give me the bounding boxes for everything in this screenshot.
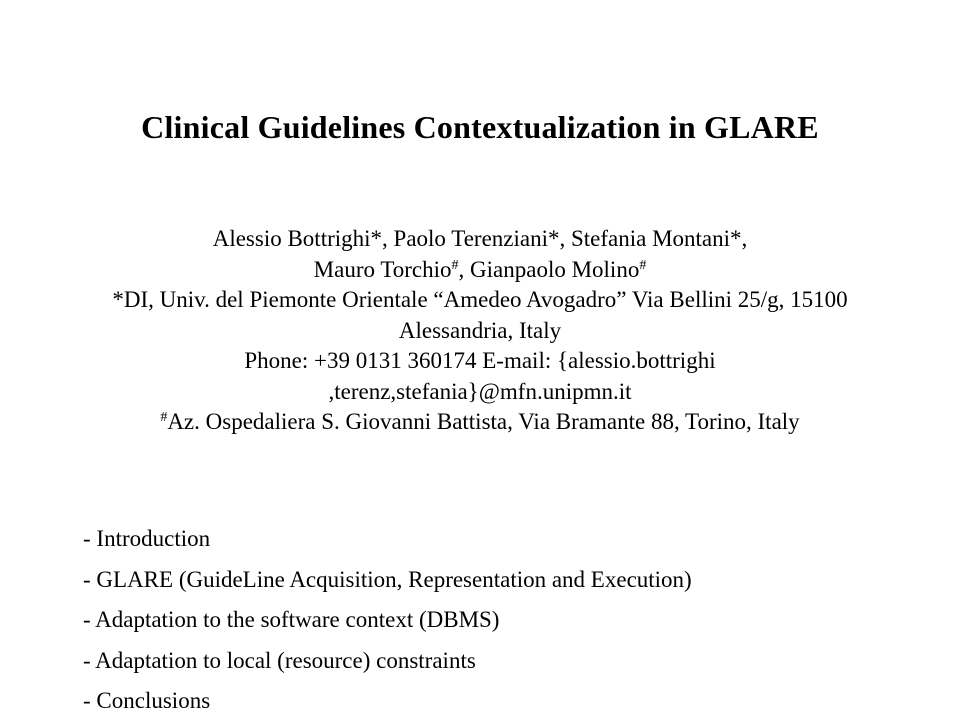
hospital-line: [0, 407, 960, 438]
address-line-2: Alessandria, Italy: [398, 317, 562, 343]
outline-item-glare: - GLARE (GuideLine Acquisition, Representation and Execution): [83, 566, 692, 592]
authors-line-2: [0, 255, 960, 286]
address-line-1: *DI, Univ. del Piemonte Orientale “Amedeo Avogadro” Via Bellini 25/g, 15100: [112, 287, 848, 312]
slide-title: Clinical Guidelines Contextualization in GLARE: [141, 109, 819, 145]
author-molino: , Gianpaolo Molino: [458, 256, 640, 282]
outline-item-conclusions: - Conclusions: [83, 688, 211, 713]
authors-line-1: Alessio Bottrighi*, Paolo Terenziani*, Stefania Montani*,: [212, 226, 748, 251]
hospital-address: Az. Ospedaliera S. Giovanni Battista, Via Bramante 88, Torino, Italy: [167, 409, 800, 434]
outline-item-software-context: - Adaptation to the software context (DBMS): [83, 607, 500, 632]
outline-item-introduction: - Introduction: [83, 526, 211, 551]
authors-affiliation-block: [0, 224, 960, 438]
phone-email-line: Phone: +39 0131 360174 E-mail: {alessio.bottrighi: [244, 348, 716, 373]
email-continuation-line: ,terenz,stefania}@mfn.unipmn.it: [328, 378, 632, 404]
affiliation-mark: #: [160, 410, 168, 425]
outline-list: [83, 523, 943, 720]
outline-item-local-constraints: - Adaptation to local (resource) constraints: [83, 647, 476, 673]
affiliation-mark: #: [639, 257, 647, 273]
affiliation-mark: #: [451, 257, 459, 273]
author-torchio: Mauro Torchio: [313, 256, 452, 282]
